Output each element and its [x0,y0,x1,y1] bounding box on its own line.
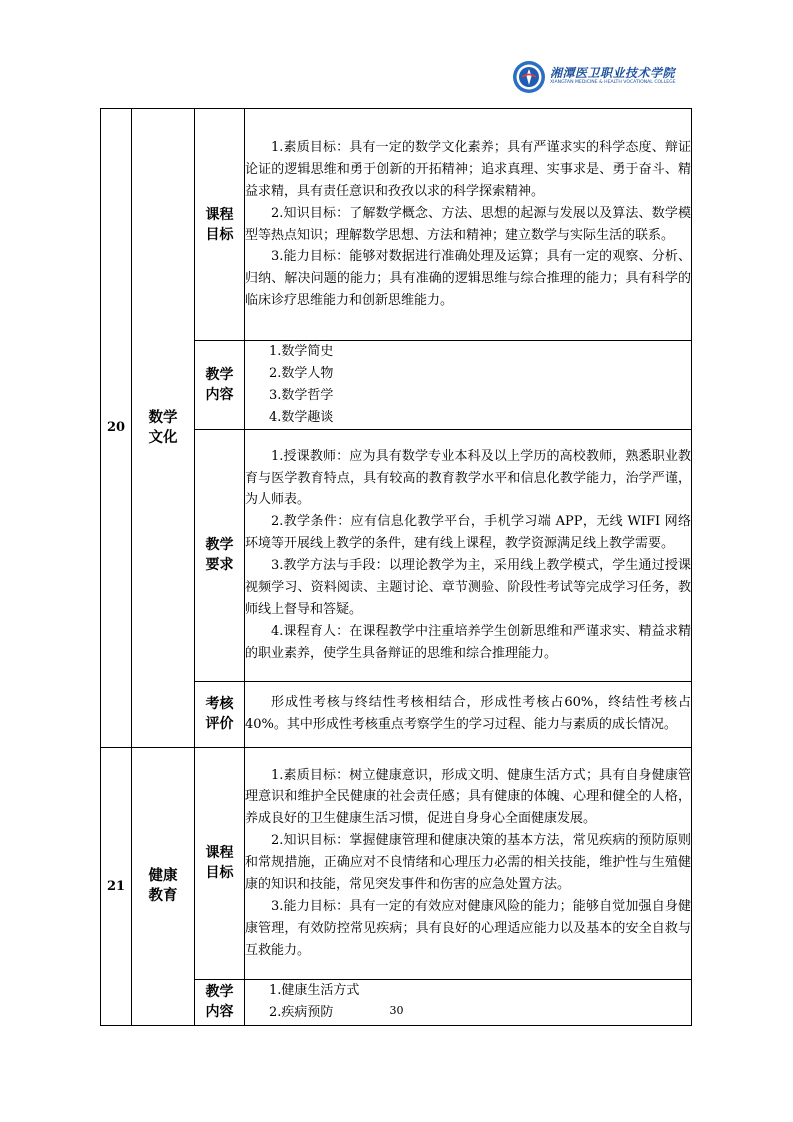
course-table [100,108,692,1026]
teaching-requirements [245,429,692,681]
list-item: 2.数学人物 [269,365,334,381]
teaching-content [245,341,692,430]
objective-paragraph: 3.能力目标：能够对数据进行准确处理及运算；具有一定的观察、分析、归纳、解决问题的能力；具有准确的逻辑思维与综合推理的能力；具有科学的临床诊疗思维能力和创新思维能力。 [245,249,691,309]
objective-paragraph: 1.素质目标：树立健康意识，形成文明、健康生活方式；具有自身健康管理意识和维护全民健康的社会责任感；具有健康的体魄、心理和健全的人格，养成良好的卫生健康生活习惯，促进自身身心全面健康发展。 [245,767,691,827]
category-label: 课程目标 [195,109,245,341]
assessment-paragraph: 形成性考核与终结性考核相结合，形成性考核占60%，终结性考核占40%。其中形成性考核重点考察学生的学习过程、能力与素质的成长情况。 [245,695,691,733]
course-number: 20 [101,109,132,748]
category-label: 教学要求 [195,429,245,681]
course-objectives [245,747,692,979]
page-number: 30 [389,1004,404,1017]
list-item: 3.数学哲学 [269,387,334,403]
course-name: 健康教育 [132,747,195,1025]
college-emblem-icon [512,60,546,94]
teaching-content [245,979,692,1025]
logo-text: 湘潭医卫职业技术学院 [550,66,676,80]
objective-paragraph: 2.知识目标：了解数学概念、方法、思想的起源与发展以及算法、数学模型等热点知识；理解数学思想、方法和精神；建立数学与实际生活的联系。 [245,205,691,243]
objective-paragraph: 2.知识目标：掌握健康管理和健康决策的基本方法，常见疾病的预防原则和常规措施，正确应对不良情绪和心理压力必需的相关技能，维护性与生殖健康的知识和技能，常见突发事件和伤害的应急处置方法。 [245,833,691,893]
list-item: 1.健康生活方式 [269,983,360,999]
category-label: 教学内容 [195,979,245,1025]
objective-paragraph: 1.素质目标：具有一定的数学文化素养；具有严谨求实的科学态度、辩证论证的逻辑思维和勇于创新的开拓精神；追求真理、实事求是、勇于奋斗、精益求精，具有责任意识和孜孜以求的科学探索精神。 [245,139,691,199]
table-row [101,109,692,341]
logo-subtext: XIANGTAN MEDICINE & HEALTH VOCATIONAL COLLEGE [550,80,676,85]
requirement-paragraph: 4.课程育人：在课程教学中注重培养学生创新思维和严谨求实、精益求精的职业素养，使学生具备辩证的思维和综合推理能力。 [245,623,691,661]
table-row [101,747,692,979]
category-label: 教学内容 [195,341,245,430]
objective-paragraph: 3.能力目标：具有一定的有效应对健康风险的能力；能够自觉加强自身健康管理，有效防控常见疾病；具有良好的心理适应能力以及基本的安全自救与互救能力。 [245,898,691,958]
course-name: 数学文化 [132,109,195,748]
category-label: 考核评价 [195,681,245,747]
list-item: 1.数学简史 [269,344,334,359]
requirement-paragraph: 3.教学方法与手段：以理论教学为主，采用线上教学模式，学生通过授课视频学习、资料阅读、主题讨论、章节测验、阶段性考试等完成学习任务，教师线上督导和答疑。 [245,558,691,617]
list-item: 4.数学趣谈 [269,409,334,425]
course-number: 21 [101,747,132,1025]
assessment [245,681,692,747]
requirement-paragraph: 2.教学条件：应有信息化教学平台，手机学习端 APP，无线 WIFI 网络环境等开展线上教学的条件，建有线上课程，教学资源满足线上教学需要。 [245,514,691,552]
category-label: 课程目标 [195,747,245,979]
college-logo [512,60,682,94]
list-item: 2.疾病预防 [269,1005,334,1021]
course-objectives [245,109,692,341]
requirement-paragraph: 1.授课教师：应为具有数学专业本科及以上学历的高校教师，熟悉职业教育与医学教育特点，具有较高的教育教学水平和信息化教学能力，治学严谨，为人师表。 [245,448,691,508]
